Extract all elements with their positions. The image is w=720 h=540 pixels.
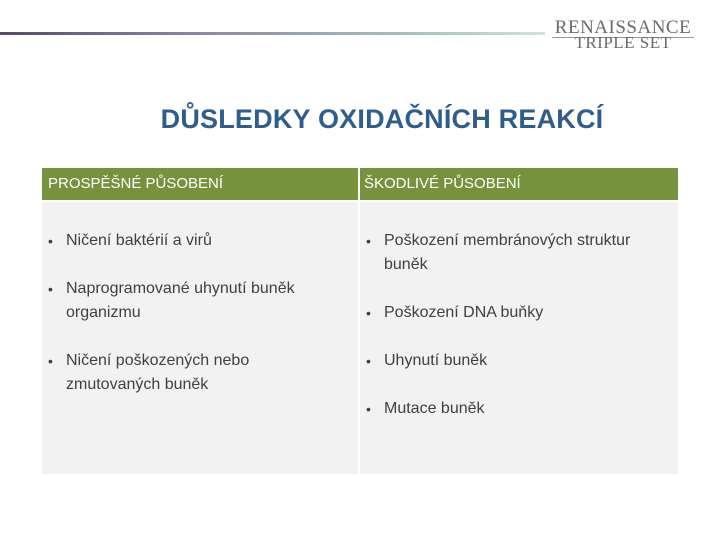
- renaissance-logo: [552, 18, 694, 52]
- list-item-text: Ničení baktérií a virů: [66, 232, 212, 249]
- list-item-text: Naprogramované uhynutí buněk organizmu: [66, 280, 295, 321]
- bullet-icon: •: [366, 353, 371, 369]
- harmful-cell: [360, 202, 678, 474]
- bullet-icon: •: [366, 401, 371, 417]
- list-item-text: Poškození DNA buňky: [384, 304, 544, 321]
- bullet-icon: •: [48, 353, 53, 369]
- slide-title: DŮSLEDKY OXIDAČNÍCH REAKCÍ: [160, 104, 604, 134]
- list-item: [42, 229, 342, 253]
- logo-line-1: RENAISSANCE: [552, 18, 694, 38]
- bullet-icon: •: [366, 305, 371, 321]
- list-item: [360, 397, 660, 421]
- effects-table: [42, 168, 678, 474]
- list-item: [42, 349, 342, 397]
- list-item: [42, 277, 342, 325]
- top-divider-line: [0, 32, 545, 35]
- harmful-header: ŠKODLIVÉ PŮSOBENÍ: [360, 168, 678, 200]
- list-item-text: Poškození membránových struktur buněk: [384, 232, 631, 273]
- list-item: [360, 301, 660, 325]
- logo-line-2: TRIPLE SET: [574, 33, 672, 52]
- bullet-icon: •: [366, 233, 371, 249]
- list-item-text: Uhynutí buněk: [384, 352, 488, 369]
- list-item-text: Mutace buněk: [384, 400, 485, 417]
- bullet-icon: •: [48, 233, 53, 249]
- list-item-text: Ničení poškozených nebo zmutovaných buněk: [66, 352, 250, 393]
- bullet-icon: •: [48, 281, 53, 297]
- list-item: [360, 229, 678, 277]
- beneficial-header: PROSPĚŠNÉ PŮSOBENÍ: [42, 168, 358, 200]
- beneficial-cell: [42, 202, 358, 474]
- list-item: [360, 349, 660, 373]
